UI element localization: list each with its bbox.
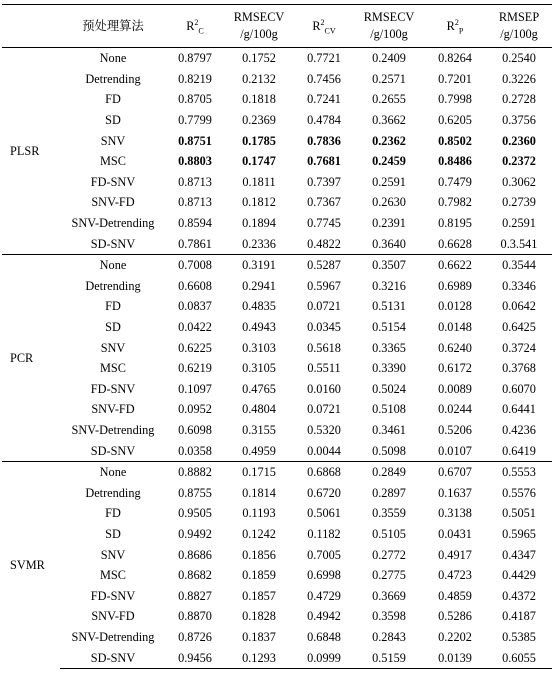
value-cell: 0.3559 <box>372 506 406 521</box>
table-row <box>2 317 552 338</box>
table-row <box>2 627 552 648</box>
header-unit: /g/100g <box>370 27 408 41</box>
value-cell: 0.5385 <box>502 629 536 644</box>
value-cell: 0.8726 <box>178 629 212 644</box>
method-name: SD-SNV <box>60 647 166 668</box>
value-cell: 0.0044 <box>307 443 341 458</box>
method-name: None <box>60 254 166 275</box>
value-cell: 0.3346 <box>502 278 536 293</box>
value-cell: 0.9505 <box>178 506 212 521</box>
value-cell: 0.0721 <box>307 402 341 417</box>
value-cell: 0.7008 <box>166 254 224 275</box>
value-cell: 0.1293 <box>224 647 294 668</box>
value-cell: 0.1182 <box>307 526 341 541</box>
value-cell: 0.1715 <box>224 461 294 482</box>
value-cell: 0.2360 <box>502 133 536 148</box>
value-cell: 0.1837 <box>242 629 276 644</box>
value-cell: 0.0345 <box>307 320 341 335</box>
value-cell: 0.4804 <box>242 402 276 417</box>
value-cell: 0.8751 <box>178 133 212 148</box>
value-cell: 0.7681 <box>307 154 341 169</box>
value-cell: 0.1811 <box>242 174 276 189</box>
value-cell: 0.3155 <box>242 422 276 437</box>
value-cell: 0.7397 <box>307 174 341 189</box>
method-name: SNV <box>100 547 126 562</box>
method-name: SNV-FD <box>91 609 135 624</box>
method-name: FD-SNV <box>90 381 136 396</box>
value-cell: 0.3103 <box>242 340 276 355</box>
value-cell: 0.1785 <box>242 133 276 148</box>
value-cell: 0.8713 <box>178 195 212 210</box>
value-cell: 0.8827 <box>178 588 212 603</box>
value-cell: 0.8705 <box>178 92 212 107</box>
value-cell: 0.7836 <box>307 133 341 148</box>
value-cell: 0.8195 <box>438 216 472 231</box>
value-cell: 0.2843 <box>372 629 406 644</box>
header-text: R <box>312 18 321 33</box>
value-cell: 0.4236 <box>502 422 536 437</box>
value-cell: 0.8502 <box>438 133 472 148</box>
value-cell: 0.2369 <box>242 113 276 128</box>
value-cell: 0.2591 <box>372 174 406 189</box>
table-row <box>2 48 552 69</box>
value-cell: 0.8882 <box>166 461 224 482</box>
value-cell: 0.3756 <box>502 113 536 128</box>
value-cell: 0.2409 <box>372 51 406 66</box>
value-cell: 0.5061 <box>307 506 341 521</box>
value-cell: 0.0148 <box>438 320 472 335</box>
method-name: Detrending <box>85 278 141 293</box>
model-name: PCR <box>2 254 60 461</box>
value-cell: 0.3640 <box>372 236 406 251</box>
value-cell: 0.8594 <box>178 216 212 231</box>
header-superscript: 2 <box>454 17 459 27</box>
column-header <box>486 5 552 48</box>
value-cell: 0.6419 <box>502 443 536 458</box>
value-cell: 0.2591 <box>502 216 536 231</box>
table-row <box>2 358 552 379</box>
value-cell: 0.3662 <box>372 113 406 128</box>
value-cell: 0.9492 <box>178 526 212 541</box>
table-header <box>2 5 552 48</box>
value-cell: 0.6707 <box>424 461 486 482</box>
method-name: MSC <box>100 568 126 583</box>
value-cell: 0.0721 <box>307 299 341 314</box>
method-name: MSC <box>100 154 126 169</box>
value-cell: 0.7456 <box>307 71 341 86</box>
method-name: FD-SNV <box>90 174 136 189</box>
value-cell: 0.7998 <box>438 92 472 107</box>
table-row <box>2 172 552 193</box>
value-cell: 0.7241 <box>307 92 341 107</box>
method-name: Detrending <box>85 485 141 500</box>
value-cell: 0.8755 <box>178 485 212 500</box>
method-name: FD <box>105 92 121 107</box>
method-name: Detrending <box>85 71 141 86</box>
value-cell: 0.4723 <box>438 568 472 583</box>
value-cell: 0.3365 <box>372 340 406 355</box>
value-cell: 0.3669 <box>372 588 406 603</box>
value-cell: 0.1097 <box>178 381 212 396</box>
value-cell: 0.0160 <box>307 381 341 396</box>
value-cell: 0.5967 <box>307 278 341 293</box>
value-cell: 0.8803 <box>178 154 212 169</box>
value-cell: 0.6608 <box>178 278 212 293</box>
value-cell: 0.1752 <box>242 51 276 66</box>
header-text: RMSECV <box>363 10 415 24</box>
value-cell: 0.2728 <box>502 92 536 107</box>
model-name: PLSR <box>10 143 40 158</box>
value-cell: 0.3390 <box>372 361 406 376</box>
header-text: RMSEP <box>498 10 540 24</box>
table-row <box>2 233 552 254</box>
value-cell: 0.4859 <box>438 588 472 603</box>
value-cell: 0.3461 <box>372 422 406 437</box>
value-cell: 0.2941 <box>242 278 276 293</box>
value-cell: 0.4942 <box>307 609 341 624</box>
header-text: 预处理算法 <box>82 18 144 33</box>
value-cell: 0.3226 <box>502 71 536 86</box>
method-name: SNV-Detrending <box>71 422 155 437</box>
table-row <box>2 565 552 586</box>
value-cell: 0.4943 <box>242 320 276 335</box>
table-row <box>2 440 552 461</box>
table-row <box>2 461 552 482</box>
value-cell: 0.6628 <box>438 236 472 251</box>
value-cell: 0.6622 <box>424 254 486 275</box>
table-row <box>2 276 552 297</box>
header-subscript: P <box>458 25 464 35</box>
value-cell: 0.0244 <box>438 402 472 417</box>
table-row <box>2 130 552 151</box>
value-cell: 0.4822 <box>307 236 341 251</box>
value-cell: 0.1637 <box>438 485 472 500</box>
value-cell: 0.7721 <box>307 51 341 66</box>
value-cell: 0.8219 <box>178 71 212 86</box>
table-row <box>2 524 552 545</box>
results-table <box>2 4 552 669</box>
value-cell: 0.3138 <box>438 506 472 521</box>
value-cell: 0.4729 <box>307 588 341 603</box>
value-cell: 0.5286 <box>438 609 472 624</box>
value-cell: 0.1193 <box>242 506 276 521</box>
value-cell: 0.5105 <box>372 526 406 541</box>
value-cell: 0.5159 <box>354 647 424 668</box>
value-cell: 0.5051 <box>502 506 536 521</box>
method-name: SNV-Detrending <box>71 216 155 231</box>
method-name: FD <box>105 299 121 314</box>
table-row <box>2 420 552 441</box>
method-name: SD-SNV <box>90 443 136 458</box>
value-cell: 0.5576 <box>502 485 536 500</box>
value-cell: 0.2540 <box>502 51 536 66</box>
value-cell: 0.4917 <box>438 547 472 562</box>
value-cell: 0.4784 <box>307 113 341 128</box>
value-cell: 0.4429 <box>502 568 536 583</box>
value-cell: 0.8486 <box>438 154 472 169</box>
table-row <box>2 503 552 524</box>
table-row <box>2 585 552 606</box>
value-cell: 0.5098 <box>372 443 406 458</box>
value-cell: 0.1856 <box>242 547 276 562</box>
value-cell: 0.8797 <box>178 51 212 66</box>
value-cell: 0.0089 <box>438 381 472 396</box>
table-row <box>2 151 552 172</box>
value-cell: 0.0107 <box>438 443 472 458</box>
value-cell: 0.2132 <box>242 71 276 86</box>
value-cell: 0.2362 <box>372 133 406 148</box>
value-cell: 0.5287 <box>294 254 354 275</box>
value-cell: 0.2772 <box>372 547 406 562</box>
table-row <box>2 647 552 668</box>
table-row <box>2 482 552 503</box>
value-cell: 0.6848 <box>307 629 341 644</box>
value-cell: 0.9456 <box>166 647 224 668</box>
value-cell: 0.6425 <box>502 320 536 335</box>
value-cell: 0.3105 <box>242 361 276 376</box>
value-cell: 0.4959 <box>242 443 276 458</box>
value-cell: 0.2202 <box>438 629 472 644</box>
value-cell: 0.7201 <box>438 71 472 86</box>
value-cell: 0.6219 <box>178 361 212 376</box>
method-name: SD-SNV <box>90 236 136 251</box>
value-cell: 0.0837 <box>178 299 212 314</box>
value-cell: 0.5320 <box>307 422 341 437</box>
value-cell: 0.4765 <box>242 381 276 396</box>
value-cell: 0.6989 <box>438 278 472 293</box>
value-cell: 0.2630 <box>372 195 406 210</box>
method-name: SNV <box>100 133 126 148</box>
value-cell: 0.4372 <box>502 588 536 603</box>
table-body <box>2 48 552 669</box>
method-name: FD <box>105 506 121 521</box>
value-cell: 0.3724 <box>502 340 536 355</box>
value-cell: 0.6070 <box>502 381 536 396</box>
value-cell: 0.0999 <box>294 647 354 668</box>
value-cell: 0.0128 <box>438 299 472 314</box>
header-text: RMSECV <box>233 10 285 24</box>
model-name: SVMR <box>2 461 60 668</box>
value-cell: 0.5553 <box>486 461 552 482</box>
value-cell: 0.2391 <box>372 216 406 231</box>
value-cell: 0.6172 <box>438 361 472 376</box>
value-cell: 0.0358 <box>178 443 212 458</box>
value-cell: 0.3768 <box>502 361 536 376</box>
table-row <box>2 296 552 317</box>
table-row <box>2 337 552 358</box>
value-cell: 0.8682 <box>178 568 212 583</box>
header-subscript: C <box>198 25 204 35</box>
value-cell: 0.2372 <box>502 154 536 169</box>
value-cell: 0.7479 <box>438 174 472 189</box>
value-cell: 0.8713 <box>178 174 212 189</box>
value-cell: 0.2336 <box>242 236 276 251</box>
value-cell: 0.1828 <box>242 609 276 624</box>
header-superscript: 2 <box>320 17 325 27</box>
column-header <box>2 5 60 48</box>
value-cell: 0.5024 <box>372 381 406 396</box>
table-row <box>2 213 552 234</box>
method-name: SNV-Detrending <box>71 629 155 644</box>
value-cell: 0.3.541 <box>500 236 538 251</box>
value-cell: 0.6098 <box>178 422 212 437</box>
value-cell: 0.8686 <box>178 547 212 562</box>
table-row <box>2 606 552 627</box>
method-name: SNV-FD <box>91 195 135 210</box>
value-cell: 0.6720 <box>307 485 341 500</box>
method-name: SD <box>105 320 121 335</box>
value-cell: 0.5206 <box>438 422 472 437</box>
value-cell: 0.1857 <box>242 588 276 603</box>
method-name: None <box>60 461 166 482</box>
value-cell: 0.4835 <box>242 299 276 314</box>
table-row <box>2 69 552 90</box>
value-cell: 0.7982 <box>438 195 472 210</box>
value-cell: 0.6055 <box>486 647 552 668</box>
table-row <box>2 89 552 110</box>
value-cell: 0.2775 <box>372 568 406 583</box>
column-header <box>424 5 486 48</box>
method-name: SNV-FD <box>91 402 135 417</box>
value-cell: 0.5965 <box>502 526 536 541</box>
method-name: None <box>99 51 127 66</box>
table-row <box>2 399 552 420</box>
value-cell: 0.8264 <box>438 51 472 66</box>
value-cell: 0.2897 <box>372 485 406 500</box>
header-text: R <box>186 18 195 33</box>
header-subscript: CV <box>324 25 336 35</box>
value-cell: 0.5154 <box>372 320 406 335</box>
table-row <box>2 379 552 400</box>
column-header <box>60 5 166 48</box>
method-name: SD <box>105 526 121 541</box>
value-cell: 0.3191 <box>224 254 294 275</box>
table-row <box>2 254 552 275</box>
value-cell: 0.3216 <box>372 278 406 293</box>
value-cell: 0.2739 <box>502 195 536 210</box>
value-cell: 0.6240 <box>438 340 472 355</box>
column-header <box>166 5 224 48</box>
table-row <box>2 544 552 565</box>
method-name: SD <box>105 113 121 128</box>
value-cell: 0.0431 <box>438 526 472 541</box>
value-cell: 0.0642 <box>502 299 536 314</box>
method-name: MSC <box>100 361 126 376</box>
value-cell: 0.7367 <box>307 195 341 210</box>
column-header <box>224 5 294 48</box>
value-cell: 0.3507 <box>354 254 424 275</box>
value-cell: 0.3062 <box>502 174 536 189</box>
value-cell: 0.5131 <box>372 299 406 314</box>
value-cell: 0.1242 <box>242 526 276 541</box>
value-cell: 0.6868 <box>294 461 354 482</box>
value-cell: 0.0422 <box>178 320 212 335</box>
column-header <box>354 5 424 48</box>
value-cell: 0.6998 <box>307 568 341 583</box>
value-cell: 0.7861 <box>178 236 212 251</box>
value-cell: 0.1812 <box>242 195 276 210</box>
value-cell: 0.2571 <box>372 71 406 86</box>
value-cell: 0.5511 <box>307 361 341 376</box>
table-row <box>2 110 552 131</box>
value-cell: 0.3544 <box>486 254 552 275</box>
value-cell: 0.7005 <box>307 547 341 562</box>
value-cell: 0.4347 <box>502 547 536 562</box>
value-cell: 0.8870 <box>178 609 212 624</box>
value-cell: 0.7745 <box>307 216 341 231</box>
value-cell: 0.5618 <box>307 340 341 355</box>
value-cell: 0.1859 <box>242 568 276 583</box>
header-superscript: 2 <box>194 17 199 27</box>
value-cell: 0.1747 <box>242 154 276 169</box>
value-cell: 0.0139 <box>424 647 486 668</box>
value-cell: 0.5108 <box>372 402 406 417</box>
method-name: SNV <box>100 340 126 355</box>
value-cell: 0.4187 <box>502 609 536 624</box>
value-cell: 0.1894 <box>242 216 276 231</box>
table-row <box>2 192 552 213</box>
value-cell: 0.6225 <box>178 340 212 355</box>
value-cell: 0.1814 <box>242 485 276 500</box>
value-cell: 0.2655 <box>372 92 406 107</box>
value-cell: 0.6205 <box>438 113 472 128</box>
header-unit: /g/100g <box>240 27 278 41</box>
column-header <box>294 5 354 48</box>
value-cell: 0.2849 <box>354 461 424 482</box>
value-cell: 0.6441 <box>502 402 536 417</box>
method-name: FD-SNV <box>90 588 136 603</box>
value-cell: 0.0952 <box>178 402 212 417</box>
value-cell: 0.1818 <box>242 92 276 107</box>
header-unit: /g/100g <box>500 27 538 41</box>
value-cell: 0.2459 <box>372 154 406 169</box>
value-cell: 0.7799 <box>178 113 212 128</box>
header-text: R <box>446 18 455 33</box>
value-cell: 0.3598 <box>372 609 406 624</box>
